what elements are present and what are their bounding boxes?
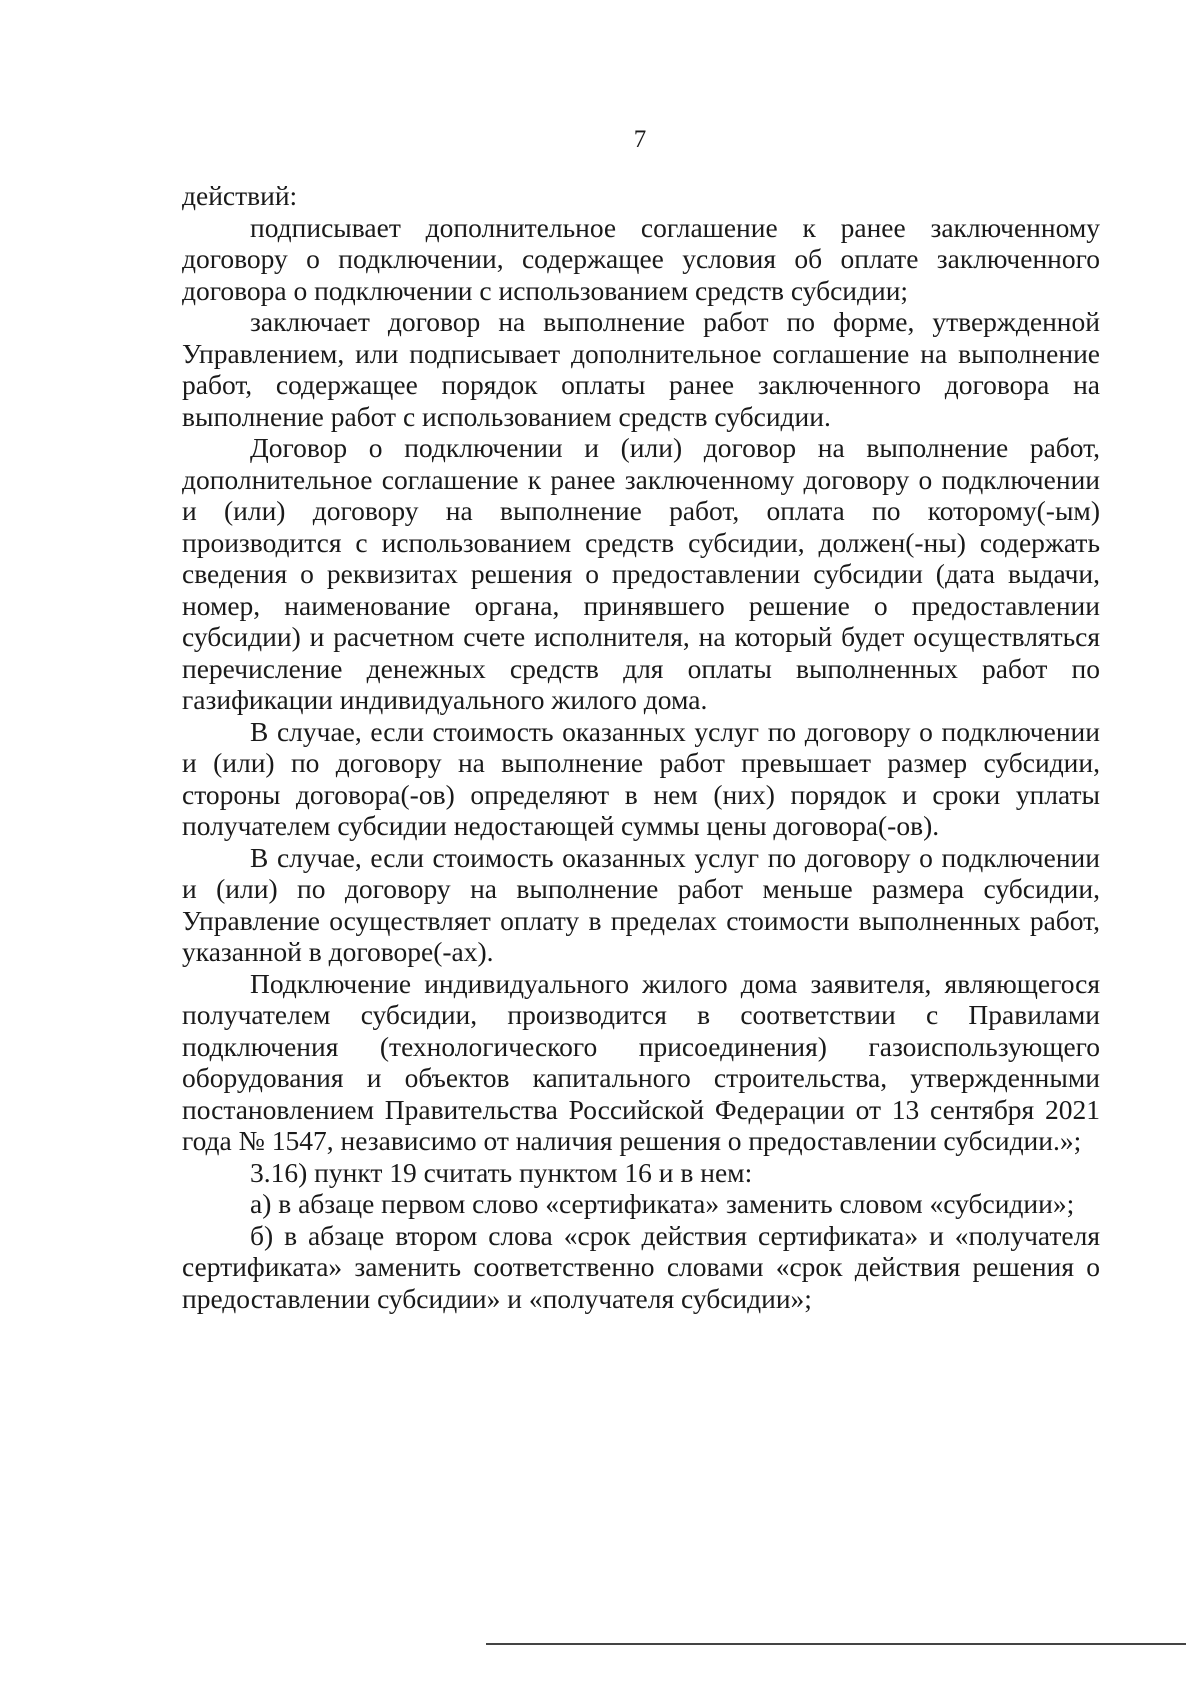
paragraph: В случае, если стоимость оказанных услуг по договору о подключении и (или) по договору на выполнение работ превышает размер субсидии, стороны договора(-ов) определяют в нем (них) порядок и сроки уплаты получателем субсидии недостающей суммы цены договора(-ов). — [182, 715, 1100, 841]
paragraph: а) в абзаце первом слово «сертификата» заменить словом «субсидии»; — [250, 1188, 1075, 1219]
paragraph-continuation: действий: — [182, 180, 298, 211]
document-body — [182, 180, 1100, 1314]
footer-divider — [486, 1643, 1186, 1645]
paragraph: подписывает дополнительное соглашение к ранее заключенному договору о подключении, содержащее условия об оплате заключенного договора о подключении с использованием средств субсидии; — [182, 211, 1100, 306]
paragraph: Договор о подключении и (или) договор на выполнение работ, дополнительное соглашение к ранее заключенному договору о подключении и (или) договору на выполнение работ, оплата по которому(-ым) производится с использованием средств субсидии, должен(-ны) содержать сведения о реквизитах решения о предоставлении субсидии (дата выдачи, номер, наименование органа, принявшего решение о предоставлении субсидии) и расчетном счете исполнителя, на который будет осуществляться перечисление денежных средств для оплаты выполненных работ по газификации индивидуального жилого дома. — [182, 432, 1100, 715]
paragraph: заключает договор на выполнение работ по форме, утвержденной Управлением, или подписывает дополнительное соглашение на выполнение работ, содержащее порядок оплаты ранее заключенного договора на выполнение работ с использованием средств субсидии. — [182, 306, 1100, 432]
paragraph: б) в абзаце втором слова «срок действия сертификата» и «получателя сертификата» заменить соответственно словами «срок действия решения о предоставлении субсидии» и «получателя субсидии»; — [182, 1219, 1100, 1314]
paragraph: В случае, если стоимость оказанных услуг по договору о подключении и (или) по договору на выполнение работ меньше размера субсидии, Управление осуществляет оплату в пределах стоимости выполненных работ, указанной в договоре(-ах). — [182, 841, 1100, 967]
page-number: 7 — [633, 126, 647, 153]
paragraph: 3.16) пункт 19 считать пунктом 16 и в нем: — [250, 1156, 753, 1188]
paragraph: Подключение индивидуального жилого дома заявителя, являющегося получателем субсидии, производится в соответствии с Правилами подключения (технологического присоединения) газоиспользующего оборудования и объектов капитального строительства, утвержденными постановлением Правительства Российской Федерации от 13 сентября 2021 года № 1547, независимо от наличия решения о предоставлении субсидии.»; — [182, 967, 1100, 1156]
